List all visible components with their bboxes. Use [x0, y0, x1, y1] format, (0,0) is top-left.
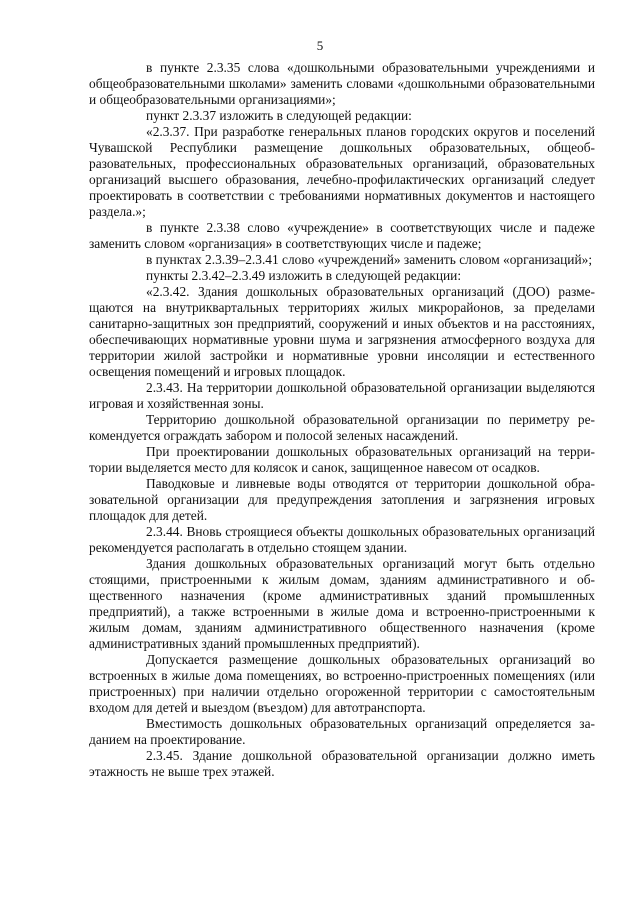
document-body [89, 60, 595, 780]
paragraph-2-3-37-intro: пункт 2.3.37 изложить в следующей редакции: [146, 108, 412, 123]
paragraph-strollers: При проектировании дошкольных образовательных организаций на территории выделяется место для колясок и санок, защищенное навесом от осадков. [89, 444, 595, 475]
paragraph-amend-2-3-35: в пункте 2.3.35 слова «дошкольными образовательными учреждениями и общеобразовательными школами» заменить словами «дошкольными образовательными и общеобразовательными организациями»; [89, 60, 595, 107]
paragraph-2-3-42: «2.3.42. Здания дошкольных образовательных организаций (ДОО) размещаются на внутриквартальных территориях жилых микрорайонов, за пределами санитарно-защитных зон предприятий, сооружений и иных объектов и на расстояниях, обеспечивающих нормативные уровни шума и загрязнения атмосферного воздуха для территории жилой застройки и нормативные уровни инсоляции и естественного освещения помещений и игровых площадок. [89, 284, 595, 379]
paragraph-built-in-premises: Допускается размещение дошкольных образовательных организаций во встроенных в жилые дома помещениях, во встроенно-пристроенных помещениях (или пристроенных) при наличии отдельно огороженной территории с самостоятельным входом для детей и выездом (въездом) для автотранспорта. [89, 652, 595, 715]
paragraph-building-types: Здания дошкольных образовательных организаций могут быть отдельно стоящими, пристроенными к жилым домам, зданиям административного и общественного назначения (кроме административных зданий промышленных предприятий), а также встроенными в жилые дома и встроенно-пристроенными к жилым домам, зданиям административного общественного назначения (кроме административных зданий промышленных предприятий). [89, 556, 595, 651]
page-number: 5 [316, 38, 324, 53]
paragraph-2-3-42-49-intro: пункты 2.3.42–2.3.49 изложить в следующей редакции: [146, 268, 462, 283]
paragraph-amend-2-3-39-41: в пунктах 2.3.39–2.3.41 слово «учреждений» заменить словом «организаций»; [146, 252, 593, 267]
paragraph-2-3-43: 2.3.43. На территории дошкольной образовательной организации выделяются игровая и хозяйственная зоны. [89, 380, 595, 411]
paragraph-2-3-44: 2.3.44. Вновь строящиеся объекты дошкольных образовательных организаций рекомендуется располагать в отдельно стоящем здании. [89, 524, 595, 555]
paragraph-fence: Территорию дошкольной образовательной организации по периметру рекомендуется ограждать забором и полосой зеленых насаждений. [89, 412, 595, 443]
paragraph-drainage: Паводковые и ливневые воды отводятся от территории дошкольной образовательной организации для предупреждения затопления и загрязнения игровых площадок для детей. [89, 476, 595, 523]
paragraph-amend-2-3-38: в пункте 2.3.38 слово «учреждение» в соответствующих числе и падеже заменить словом «организация» в соответствующих числе и падеже; [89, 220, 595, 251]
paragraph-capacity: Вместимость дошкольных образовательных организаций определяется заданием на проектирование. [89, 716, 595, 747]
paragraph-2-3-37-text: «2.3.37. При разработке генеральных планов городских округов и поселений Чувашской Республики размещение дошкольных образовательных, общеобразовательных, профессиональных образовательных организаций, образовательных организаций высшего образования, лечебно-профилактических организаций следует проектировать в соответствии с требованиями нормативных документов и настоящего раздела.»; [89, 124, 595, 219]
paragraph-2-3-45: 2.3.45. Здание дошкольной образовательной организации должно иметь этажность не выше трех этажей. [89, 748, 595, 779]
